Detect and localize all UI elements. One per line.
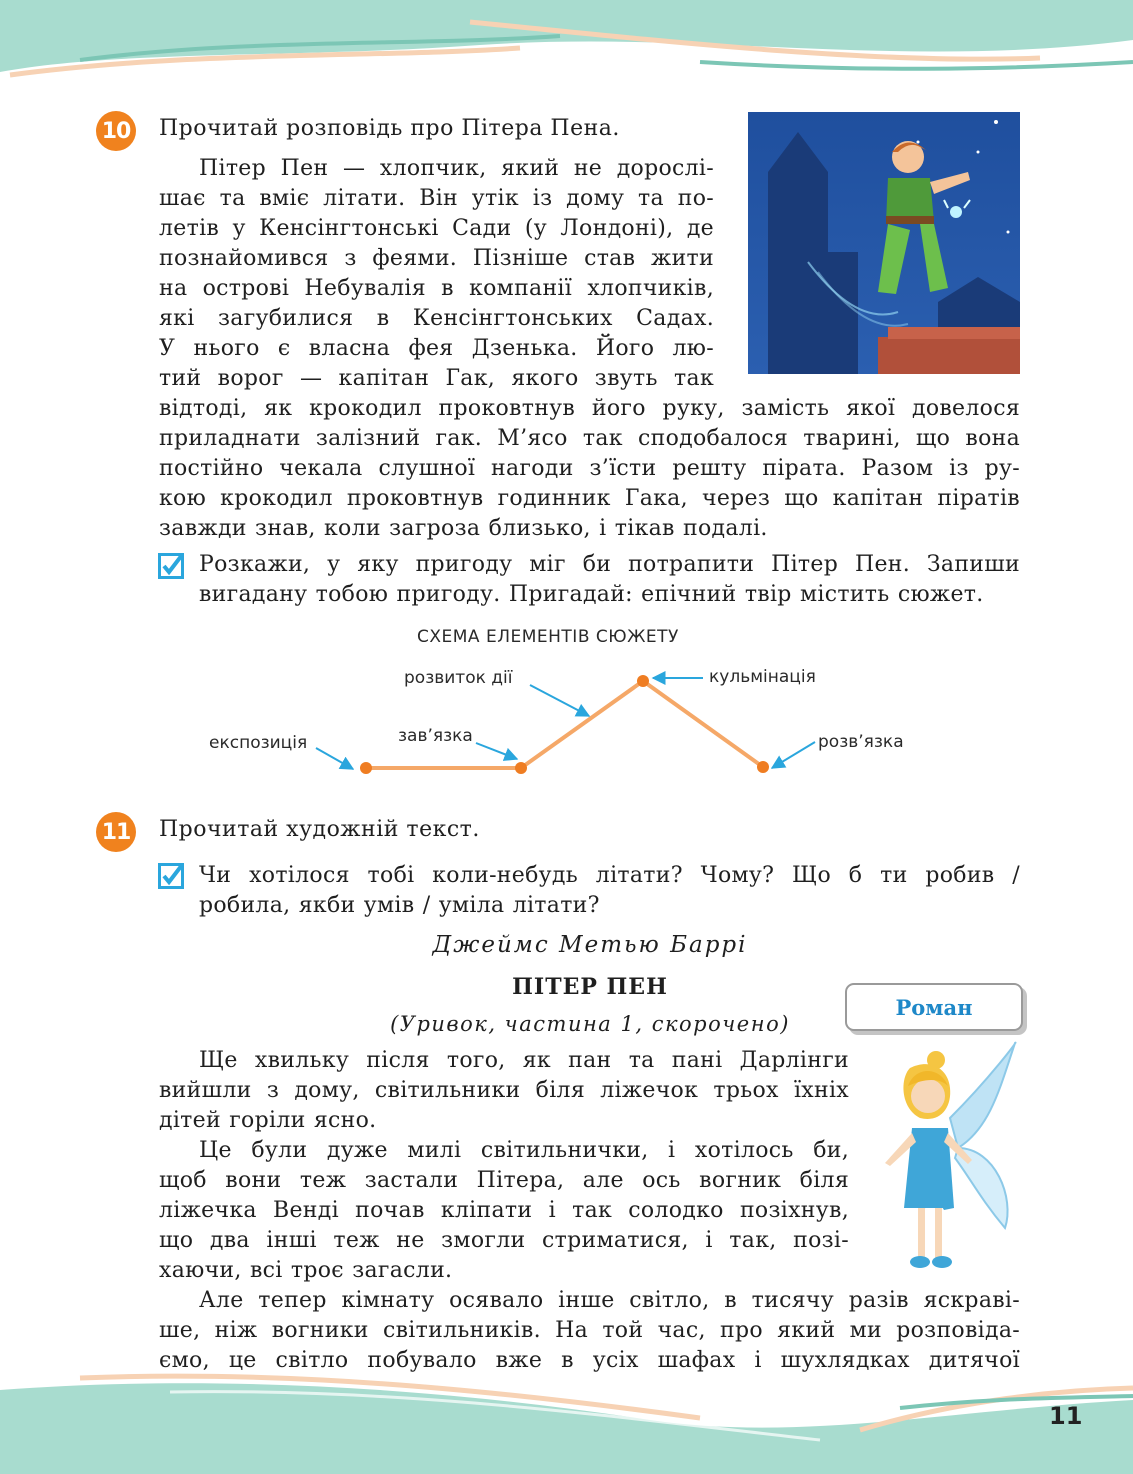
question-text xyxy=(199,861,1020,921)
text-paragraph-3 xyxy=(159,1286,1020,1376)
plot-start-point xyxy=(515,762,527,774)
text-line: хаючи, всі троє загасли. xyxy=(159,1258,453,1283)
scheme-title: СХЕМА ЕЛЕМЕНТІВ СЮЖЕТУ xyxy=(417,627,679,647)
resolution-arrow xyxy=(772,742,815,768)
resolution-point xyxy=(757,761,769,773)
task-number-badge: 10 xyxy=(96,111,136,151)
story-line: на острові Небувалія в компанії хлопчиків, xyxy=(159,276,714,301)
development-arrow xyxy=(530,685,589,716)
plot-start-arrow xyxy=(476,743,517,759)
task-title: Прочитай розповідь про Пітера Пена. xyxy=(159,116,620,141)
text-line: Але тепер кімнату осявало інше світло, в тисячу разів яскраві- xyxy=(199,1288,1020,1313)
exposition-label: експозиція xyxy=(209,733,308,753)
plot-start-label: зав’язка xyxy=(398,726,473,746)
text-line: Ще хвильку після того, як пан та пані Дарлінги xyxy=(199,1048,849,1073)
story-line: У нього є власна фея Дзенька. Його лю- xyxy=(159,336,714,361)
story-line: приладнати залізний гак. М’ясо так сподобалося тварині, що вона xyxy=(159,426,1020,451)
development-label: розвиток дії xyxy=(404,668,513,688)
text-paragraph-2 xyxy=(159,1136,849,1286)
checkbox-icon[interactable] xyxy=(158,553,184,579)
plot-scheme-diagram xyxy=(190,660,930,790)
text-line: ше, ніж вогники світильників. На той час, про який ми розповіда- xyxy=(159,1318,1020,1343)
story-line: тий ворог — капітан Гак, якого звуть так xyxy=(159,366,714,391)
story-line: завжди знав, коли загроза близько, і тікав подалі. xyxy=(159,516,768,541)
top-decorative-band xyxy=(0,0,1133,90)
story-line: познайомився з феями. Пізніше став жити xyxy=(159,246,714,271)
page-number: 11 xyxy=(1049,1402,1083,1430)
text-line: щоб вони теж застали Пітера, але ось вогник біля xyxy=(159,1168,849,1193)
climax-point xyxy=(637,675,649,687)
exposition-point xyxy=(360,762,372,774)
text-line: що два інші теж не змогли стриматися, і так, позі- xyxy=(159,1228,849,1253)
story-line: шає та вміє літати. Він утік із дому та по- xyxy=(159,186,714,211)
assignment-text xyxy=(199,550,1020,610)
bottom-decorative-band xyxy=(0,1370,1133,1474)
question-line: робила, якби умів / уміла літати? xyxy=(199,893,600,918)
assignment-line: вигадану тобою пригоду. Пригадай: епічний твір містить сюжет. xyxy=(199,582,984,607)
text-line: ліжечка Венді почав кліпати і так солодко позіхнув, xyxy=(159,1198,849,1223)
text-paragraph-1 xyxy=(159,1046,849,1136)
resolution-label: розв’язка xyxy=(818,732,904,752)
assignment-line: Розкажи, у яку пригоду міг би потрапити Пітер Пен. Запиши xyxy=(199,552,1020,577)
text-line: ємо, це світло побувало вже в усіх шафах і шухлядках дитячої xyxy=(159,1348,1020,1373)
genre-badge: Роман xyxy=(845,983,1023,1031)
story-line: постійно чекала слушної нагоди з’їсти решту пірата. Разом із ру- xyxy=(159,456,1020,481)
checkbox-icon[interactable] xyxy=(158,863,184,889)
tinker-bell-illustration xyxy=(880,1038,1020,1278)
story-paragraph-continued xyxy=(159,394,1020,544)
climax-label: кульмінація xyxy=(709,667,816,687)
work-title: ПІТЕР ПЕН xyxy=(512,974,668,1000)
task-title: Прочитай художній текст. xyxy=(159,817,480,842)
task-number-badge: 11 xyxy=(96,812,136,852)
story-line: летів у Кенсінгтонські Сади (у Лондоні), де xyxy=(159,216,714,241)
work-subtitle: (Уривок, частина 1, скорочено) xyxy=(390,1012,790,1036)
plot-line xyxy=(366,681,763,768)
question-line: Чи хотілося тобі коли-небудь літати? Чому? Що б ти робив / xyxy=(199,863,1020,888)
story-line: відтоді, як крокодил проковтнув його руку, замість якої довелося xyxy=(159,396,1020,421)
story-line: Пітер Пен — хлопчик, який не дорослі- xyxy=(199,156,714,181)
text-line: вийшли з дому, світильники біля ліжечок трьох їхніх xyxy=(159,1078,849,1103)
peter-pan-illustration xyxy=(748,112,1020,374)
story-line: кою крокодил проковтнув годинник Гака, через що капітан піратів xyxy=(159,486,1020,511)
text-line: Це були дуже милі світильнички, і хотілось би, xyxy=(199,1138,849,1163)
author-name: Джеймс Метью Баррі xyxy=(432,932,748,958)
story-line: які загубилися в Кенсінгтонських Садах. xyxy=(159,306,714,331)
story-paragraph xyxy=(159,154,714,394)
exposition-arrow xyxy=(316,748,353,769)
text-line: дітей горіли ясно. xyxy=(159,1108,377,1133)
